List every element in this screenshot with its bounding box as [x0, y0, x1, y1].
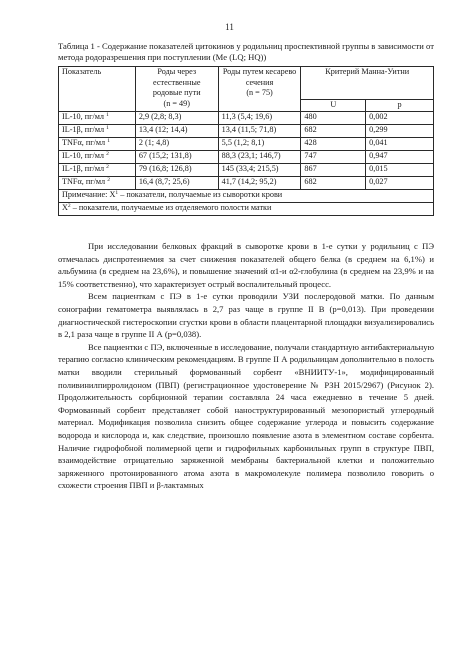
- cell-param: IL-10, пг/мл $^2$: [59, 150, 136, 163]
- table-caption: Таблица 1 - Содержание показателей цитокинов у родильниц проспективной группы в зависимости от метода родоразрешения при поступлении (Me (LQ; HQ)): [58, 41, 434, 62]
- header-vaginal-birth: [135, 67, 218, 112]
- cell-vaginal-birth: 2 (1; 4,8): [135, 137, 218, 150]
- cell-u: 428: [301, 137, 366, 150]
- cell-vaginal-birth: 67 (15,2; 131,8): [135, 150, 218, 163]
- table-row: [59, 111, 434, 124]
- table-note-row: [59, 189, 434, 202]
- header-mann-whitney: Критерий Манна-Уитни: [301, 67, 434, 100]
- cell-cesarean: 41,7 (14,2; 95,2): [218, 176, 301, 189]
- table-row: [59, 137, 434, 150]
- header-u: U: [301, 100, 366, 112]
- body-text: [58, 240, 434, 492]
- cell-u: 682: [301, 176, 366, 189]
- table-row: [59, 150, 434, 163]
- cell-p: 0,041: [366, 137, 434, 150]
- cell-param: TNFα, пг/мл $^2$: [59, 176, 136, 189]
- table-note-1: Примечание: $X^1$ – показатели, получаемые из сыворотки крови: [59, 189, 434, 202]
- cell-p: 0,002: [366, 111, 434, 124]
- cell-vaginal-birth: 79 (16,8; 126,8): [135, 163, 218, 176]
- table-note-row: [59, 202, 434, 215]
- table-row: [59, 176, 434, 189]
- paragraph: Всем пациенткам с ПЭ в 1-е сутки проводили УЗИ послеродовой матки. По данным сонографии гематометра выявлялась в 2,7 раз чаще в группе II В (p=0,013). При проведении диагностической гистероскопии сгустки крови в области плацентарной площадки визуализировались в 2,1 раза чаще в группе II А (p=0,038).: [58, 291, 434, 340]
- cell-vaginal-birth: 13,4 (12; 14,4): [135, 124, 218, 137]
- header-cesarean-n: (n = 75): [246, 88, 273, 98]
- cell-u: 682: [301, 124, 366, 137]
- table-row: [59, 124, 434, 137]
- cell-param: IL-1β, пг/мл $^1$: [59, 124, 136, 137]
- header-param: Показатель: [59, 67, 136, 112]
- cell-p: 0,027: [366, 176, 434, 189]
- cell-p: 0,947: [366, 150, 434, 163]
- cell-param: IL-10, пг/мл $^1$: [59, 111, 136, 124]
- header-vaginal-birth-label: Роды через естественные родовые пути: [152, 67, 201, 98]
- table-body: [59, 111, 434, 189]
- cell-cesarean: 11,3 (5,4; 19,6): [218, 111, 301, 124]
- cell-p: 0,015: [366, 163, 434, 176]
- cell-vaginal-birth: 2,9 (2,8; 8,3): [135, 111, 218, 124]
- cell-u: 747: [301, 150, 366, 163]
- cell-cesarean: 145 (33,4; 215,5): [218, 163, 301, 176]
- table-row: [59, 163, 434, 176]
- cell-p: 0,299: [366, 124, 434, 137]
- cell-cesarean: 88,3 (23,1; 146,7): [218, 150, 301, 163]
- cell-cesarean: 13,4 (11,5; 71,8): [218, 124, 301, 137]
- table-header-row: [59, 67, 434, 100]
- cell-u: 480: [301, 111, 366, 124]
- cell-vaginal-birth: 16,4 (8,7; 25,6): [135, 176, 218, 189]
- page-number: 11: [225, 22, 234, 32]
- table-note-2: $X^2$ – показатели, получаемые из отделяемого полости матки: [59, 202, 434, 215]
- paragraph: Все пациентки с ПЭ, включенные в исследование, получали стандартную антибактериальную терапию согласно клиническим рекомендациям. В группе II А родильницам дополнительно в полость матки вводили стерильный формованный сорбент «ВНИИТУ-1», модифицированный поливинилпирролидоном (ПВП) (регистрационное удостоверение № РЗН 2015/2967) (Рисунок 2). Продолжительность сорбционной терапии составляла 24 часа ежедневно в течение 5 дней. Формованный сорбент представляет собой наноструктурированный мезопористый углеродный материал. Модификация позволила снизить общее содержание углерода и повысить содержание водорода и кислорода и, как следствие, произошло появление азота в элементном составе сорбента. Наличие гидрофобной полимерной цепи и гидрофильных карбонильных групп в структуре ПВП, взаимодействие отрицательно заряженной мембраны бактериальной клетки и положительно заряженного протонированного атома азота в макромолекуле полимера позволило говорить о схожести строения ПВП и β-лактамных: [58, 341, 434, 491]
- header-p: p: [366, 100, 434, 112]
- cytokine-table: [58, 66, 434, 216]
- header-cesarean: [218, 67, 301, 112]
- cell-param: IL-1β, пг/мл $^2$: [59, 163, 136, 176]
- cell-cesarean: 5,5 (1,2; 8,1): [218, 137, 301, 150]
- header-cesarean-label: Роды путем кесарево сечения: [222, 67, 297, 87]
- paragraph: При исследовании белковых фракций в сыворотке крови в 1-е сутки у родильниц с ПЭ отмечалась диспротеинемия за счет снижения показателей общего белка (в среднем на 6,1%) и альбумина (в среднем на 23,6%), и повышение значений α1-и α2-глобулина (в среднем на 23,9% и на 15% соответственно), что характеризует острый воспалительный процесс.: [58, 241, 434, 289]
- header-vaginal-birth-n: (n = 49): [163, 98, 190, 108]
- cell-u: 867: [301, 163, 366, 176]
- cell-param: TNFα, пг/мл $^1$: [59, 137, 136, 150]
